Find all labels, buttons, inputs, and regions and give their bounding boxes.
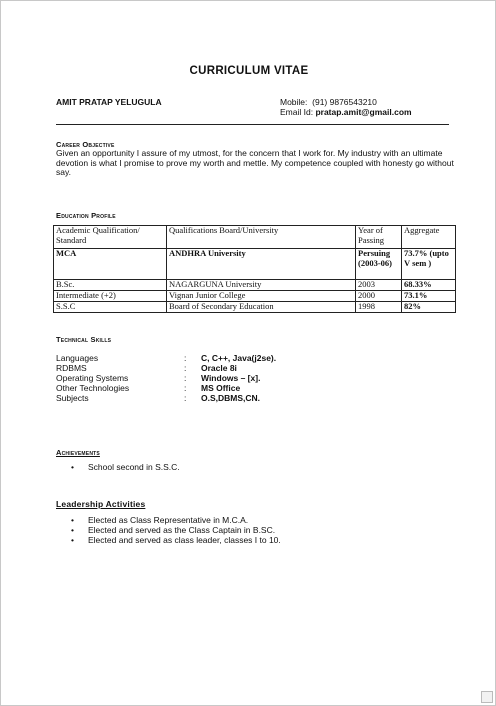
skill-label: Languages (56, 353, 99, 363)
table-header-row (54, 226, 456, 249)
table-cell: NAGARGUNA University (167, 280, 356, 291)
skill-row (56, 393, 276, 403)
skill-row (56, 363, 276, 373)
skill-label: Subjects (56, 393, 89, 403)
table-row (54, 291, 456, 302)
career-objective-heading: Career Objective (56, 140, 115, 149)
mobile-line (280, 97, 412, 107)
table-cell: Vignan Junior College (167, 291, 356, 302)
skill-value: O.S,DBMS,CN. (201, 393, 261, 403)
table-row (54, 302, 456, 313)
leadership-heading: Leadership Activities (56, 499, 146, 509)
skill-label: Other Technologies (56, 383, 130, 393)
table-cell: Intermediate (+2) (54, 291, 167, 302)
skill-separator: : (184, 353, 187, 363)
skill-row (56, 373, 276, 383)
table-cell: 2000 (356, 291, 402, 302)
skill-value: Windows – [x]. (201, 373, 261, 383)
skill-separator: : (184, 393, 187, 403)
table-cell: Persuing (2003-06) (356, 249, 402, 280)
career-objective-text: Given an opportunity I assure of my utmost, for the concern that I work for. My industry with an ultimate devotion is what I promise to prove my worth and mettle. My competence coupled with honesty go without say. (56, 148, 454, 178)
table-cell: MCA (54, 249, 167, 280)
page-corner-icon (481, 691, 493, 703)
table-cell: 2003 (356, 280, 402, 291)
candidate-name: AMIT PRATAP YELUGULA (56, 97, 162, 107)
column-header: Aggregate (402, 226, 456, 249)
skill-separator: : (184, 363, 187, 373)
education-heading: Education Profile (56, 211, 116, 220)
education-table (53, 225, 456, 313)
skill-separator: : (184, 373, 187, 383)
table-row (54, 280, 456, 291)
skill-row (56, 353, 276, 363)
technical-skills-list (56, 353, 276, 403)
skill-value: Oracle 8i (201, 363, 237, 373)
skill-separator: : (184, 383, 187, 393)
document-title: CURRICULUM VITAE (189, 65, 309, 77)
skill-label: RDBMS (56, 363, 87, 373)
column-header: Academic Qualification/ Standard (54, 226, 167, 249)
leadership-list (71, 515, 281, 545)
contact-block (280, 97, 412, 117)
skill-value: MS Office (201, 383, 241, 393)
list-item: • Elected and served as class leader, classes I to 10. (71, 535, 281, 545)
column-header: Qualifications Board/University (167, 226, 356, 249)
table-cell: 68.33% (402, 280, 456, 291)
technical-skills-heading: Technical Skills (56, 335, 112, 344)
table-cell: B.Sc. (54, 280, 167, 291)
header-divider (56, 124, 449, 125)
table-cell: 82% (402, 302, 456, 313)
skill-value: C, C++, Java(j2se). (201, 353, 277, 363)
list-item: • Elected as Class Representative in M.C.A. (71, 515, 281, 525)
table-cell: 73.7% (upto V sem ) (402, 249, 456, 280)
column-header: Year of Passing (356, 226, 402, 249)
table-cell: Board of Secondary Education (167, 302, 356, 313)
achievements-heading: Achievements (56, 448, 100, 457)
email-label: Email Id: (280, 107, 314, 117)
table-cell: 1998 (356, 302, 402, 313)
skill-label: Operating Systems (56, 373, 129, 383)
table-cell: S.S.C (54, 302, 167, 313)
achievements-list (71, 462, 180, 472)
mobile-number: (91) 9876543210 (312, 97, 377, 107)
mobile-label: Mobile: (280, 97, 308, 107)
email-address: pratap.amit@gmail.com (315, 107, 412, 117)
table-cell: 73.1% (402, 291, 456, 302)
email-line (280, 107, 412, 117)
table-cell: ANDHRA University (167, 249, 356, 280)
table-row (54, 249, 456, 280)
list-item: • School second in S.S.C. (71, 462, 180, 472)
skill-row (56, 383, 276, 393)
list-item: • Elected and served as the Class Captain in B.SC. (71, 525, 281, 535)
